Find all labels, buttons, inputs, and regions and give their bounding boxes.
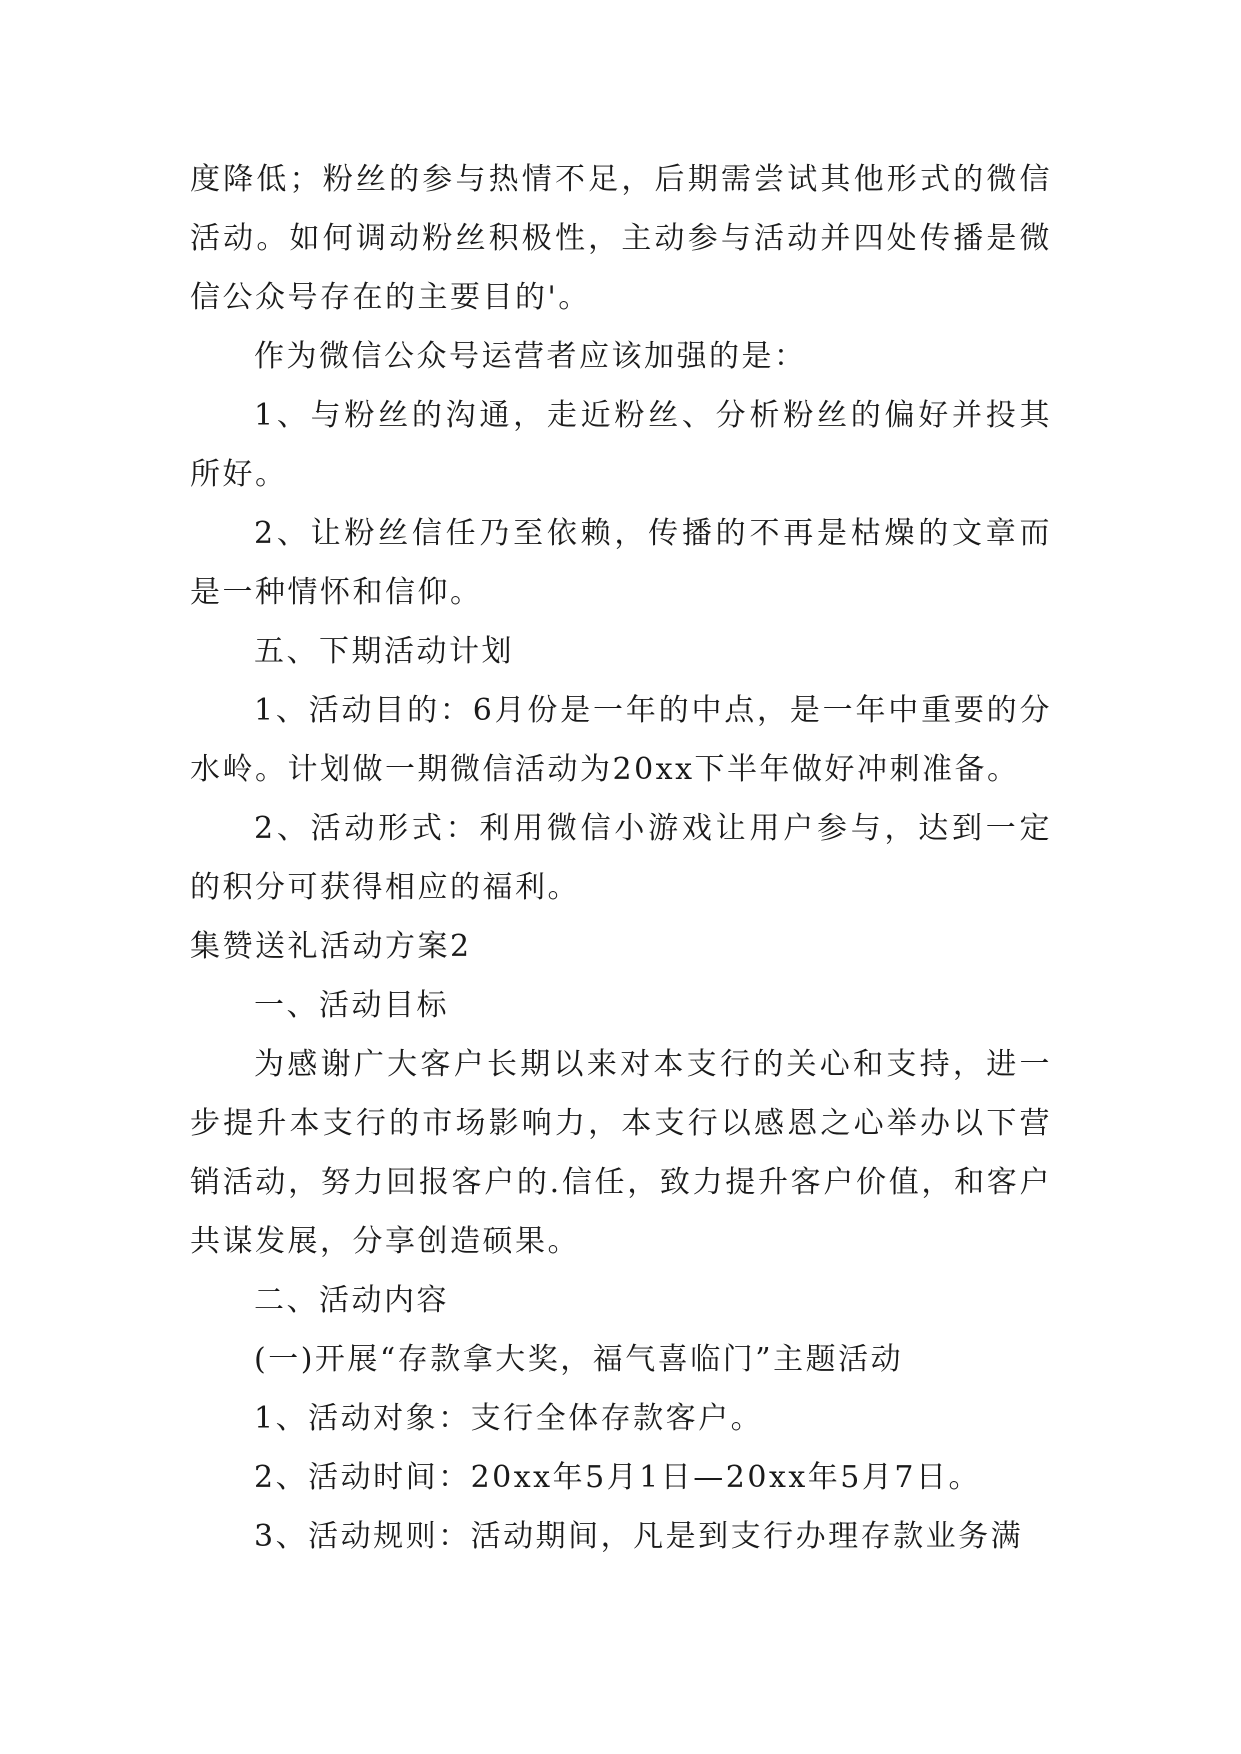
list-item-activity-target: 1、活动对象：支行全体存款客户。 [254,1401,764,1436]
section-heading-activity-goal: 一、活动目标 [254,988,449,1023]
section-heading-activity-content: 二、活动内容 [254,1283,449,1318]
paragraph-operator-should-strengthen: 作为微信公众号运营者应该加强的是： [254,339,807,374]
list-item-activity-form: 2、活动形式：利用微信小游戏让用户参与，达到一定的积分可获得相应的福利。 [190,811,1052,905]
document-title-plan-2: 集赞送礼活动方案2 [190,929,472,964]
document-body [190,150,1052,1566]
subsection-heading-theme-activity: (一)开展“存款拿大奖，福气喜临门”主题活动 [254,1342,904,1377]
list-item-trust: 2、让粉丝信任乃至依赖，传播的不再是枯燥的文章而是一种情怀和信仰。 [190,516,1052,610]
list-item-activity-purpose: 1、活动目的：6月份是一年的中点，是一年中重要的分水岭。计划做一期微信活动为20xx下半年做好冲刺准备。 [190,693,1052,787]
section-heading-next-plan: 五、下期活动计划 [254,634,514,669]
list-item-activity-rules: 3、活动规则：活动期间，凡是到支行办理存款业务满 [254,1519,1024,1554]
paragraph-intro-continuation: 度降低；粉丝的参与热情不足，后期需尝试其他形式的微信活动。如何调动粉丝积极性，主动参与活动并四处传播是微信公众号存在的主要目的'。 [190,162,1052,315]
list-item-activity-time: 2、活动时间：20xx年5月1日—20xx年5月7日。 [254,1460,981,1495]
paragraph-goal-description: 为感谢广大客户长期以来对本支行的关心和支持，进一步提升本支行的市场影响力，本支行以感恩之心举办以下营销活动，努力回报客户的.信任，致力提升客户价值，和客户共谋发展，分享创造硕果。 [190,1047,1052,1259]
list-item-communication: 1、与粉丝的沟通，走近粉丝、分析粉丝的偏好并投其所好。 [190,398,1052,492]
